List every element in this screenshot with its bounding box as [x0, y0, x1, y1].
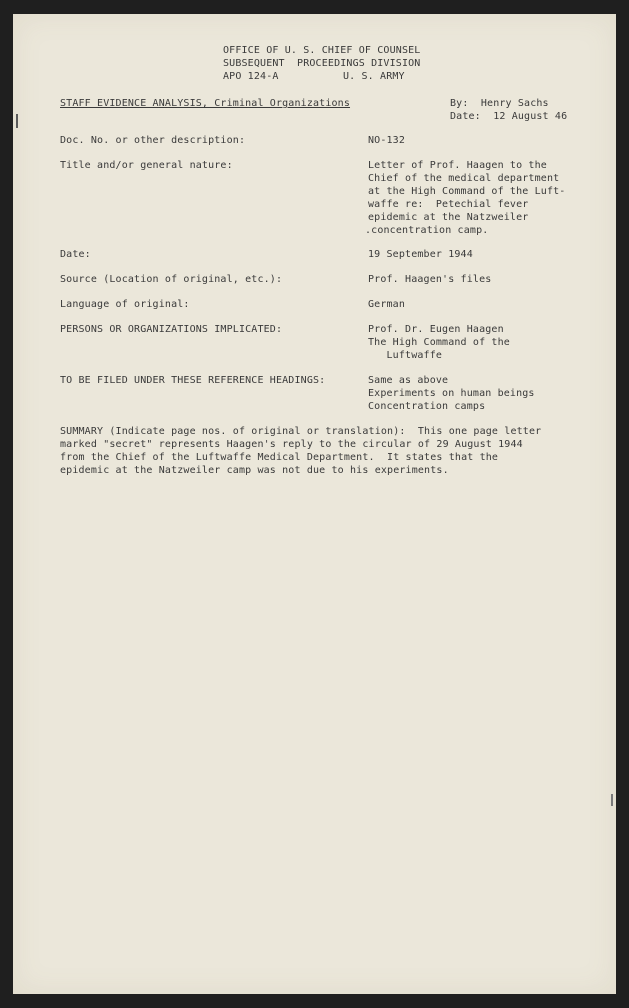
title-line: at the High Command of the Luft-	[368, 186, 566, 197]
filed-line: Experiments on human beings	[368, 388, 535, 399]
language-value: German	[368, 299, 406, 310]
doc-no-label: Doc. No. or other description:	[60, 135, 246, 146]
persons-line: Luftwaffe	[368, 350, 443, 361]
doc-no-value: NO-132	[368, 135, 406, 146]
margin-mark	[16, 114, 18, 128]
office-heading: OFFICE OF U. S. CHIEF OF COUNSEL	[223, 45, 421, 56]
summary-line: from the Chief of the Luftwaffe Medical Department. It states that the	[60, 452, 499, 463]
document-page	[13, 14, 616, 994]
summary-line: epidemic at the Natzweiler camp was not due to his experiments.	[60, 465, 449, 476]
margin-mark	[611, 794, 613, 806]
persons-line: The High Command of the	[368, 337, 510, 348]
author: By: Henry Sachs	[450, 98, 549, 109]
source-label: Source (Location of original, etc.):	[60, 274, 283, 285]
date-label: Date:	[60, 249, 91, 260]
title-label: Title and/or general nature:	[60, 160, 233, 171]
persons-label: PERSONS OR ORGANIZATIONS IMPLICATED:	[60, 324, 283, 335]
language-label: Language of original:	[60, 299, 190, 310]
summary-line: SUMMARY (Indicate page nos. of original or translation): This one page letter	[60, 426, 542, 437]
analysis-date: Date: 12 August 46	[450, 111, 568, 122]
title-line: Chief of the medical department	[368, 173, 560, 184]
analysis-title: STAFF EVIDENCE ANALYSIS, Criminal Organizations	[60, 98, 351, 109]
summary-line: marked "secret" represents Haagen's reply to the circular of 29 August 1944	[60, 439, 523, 450]
army-label: U. S. ARMY	[343, 71, 405, 82]
date-value: 19 September 1944	[368, 249, 473, 260]
persons-line: Prof. Dr. Eugen Haagen	[368, 324, 504, 335]
filed-label: TO BE FILED UNDER THESE REFERENCE HEADINGS:	[60, 375, 326, 386]
apo-number: APO 124-A	[223, 71, 279, 82]
title-line: epidemic at the Natzweiler	[368, 212, 529, 223]
title-line: .concentration camp.	[365, 225, 489, 236]
title-line: Letter of Prof. Haagen to the	[368, 160, 547, 171]
division-heading: SUBSEQUENT PROCEEDINGS DIVISION	[223, 58, 421, 69]
title-line: waffe re: Petechial fever	[368, 199, 529, 210]
source-value: Prof. Haagen's files	[368, 274, 492, 285]
filed-line: Same as above	[368, 375, 449, 386]
filed-line: Concentration camps	[368, 401, 486, 412]
